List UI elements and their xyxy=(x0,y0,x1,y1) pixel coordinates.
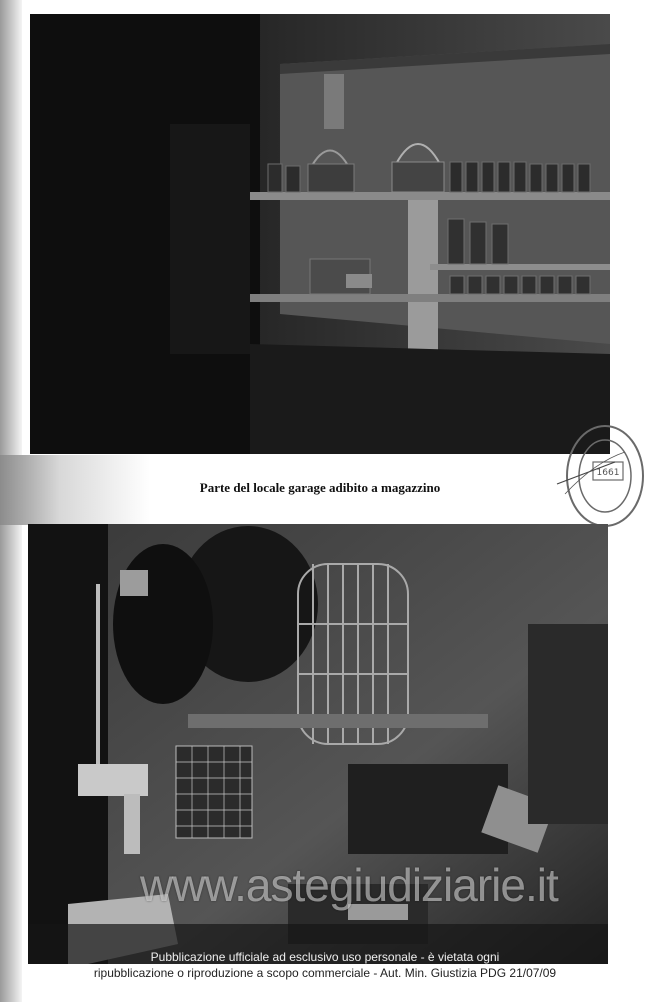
photo-caption xyxy=(0,480,650,496)
watermark-text: www.astegiudiziarie.it xyxy=(140,859,558,911)
seal-icon xyxy=(555,422,645,530)
photo-caption-text: Parte del locale garage adibito a magazzino xyxy=(199,480,441,495)
svg-text:1661: 1661 xyxy=(596,468,620,478)
engineer-seal-stamp xyxy=(555,422,645,530)
photo-storage-shelves-drawing xyxy=(30,14,610,454)
footer-line-1: Pubblicazione ufficiale ad esclusivo uso personale - è vietata ogni xyxy=(150,950,500,964)
footer-line-2: ripubblicazione o riproduzione a scopo commerciale - Aut. Min. Giustizia PDG 21/07/09 xyxy=(93,966,557,980)
photo-storage-shelves xyxy=(30,14,610,454)
